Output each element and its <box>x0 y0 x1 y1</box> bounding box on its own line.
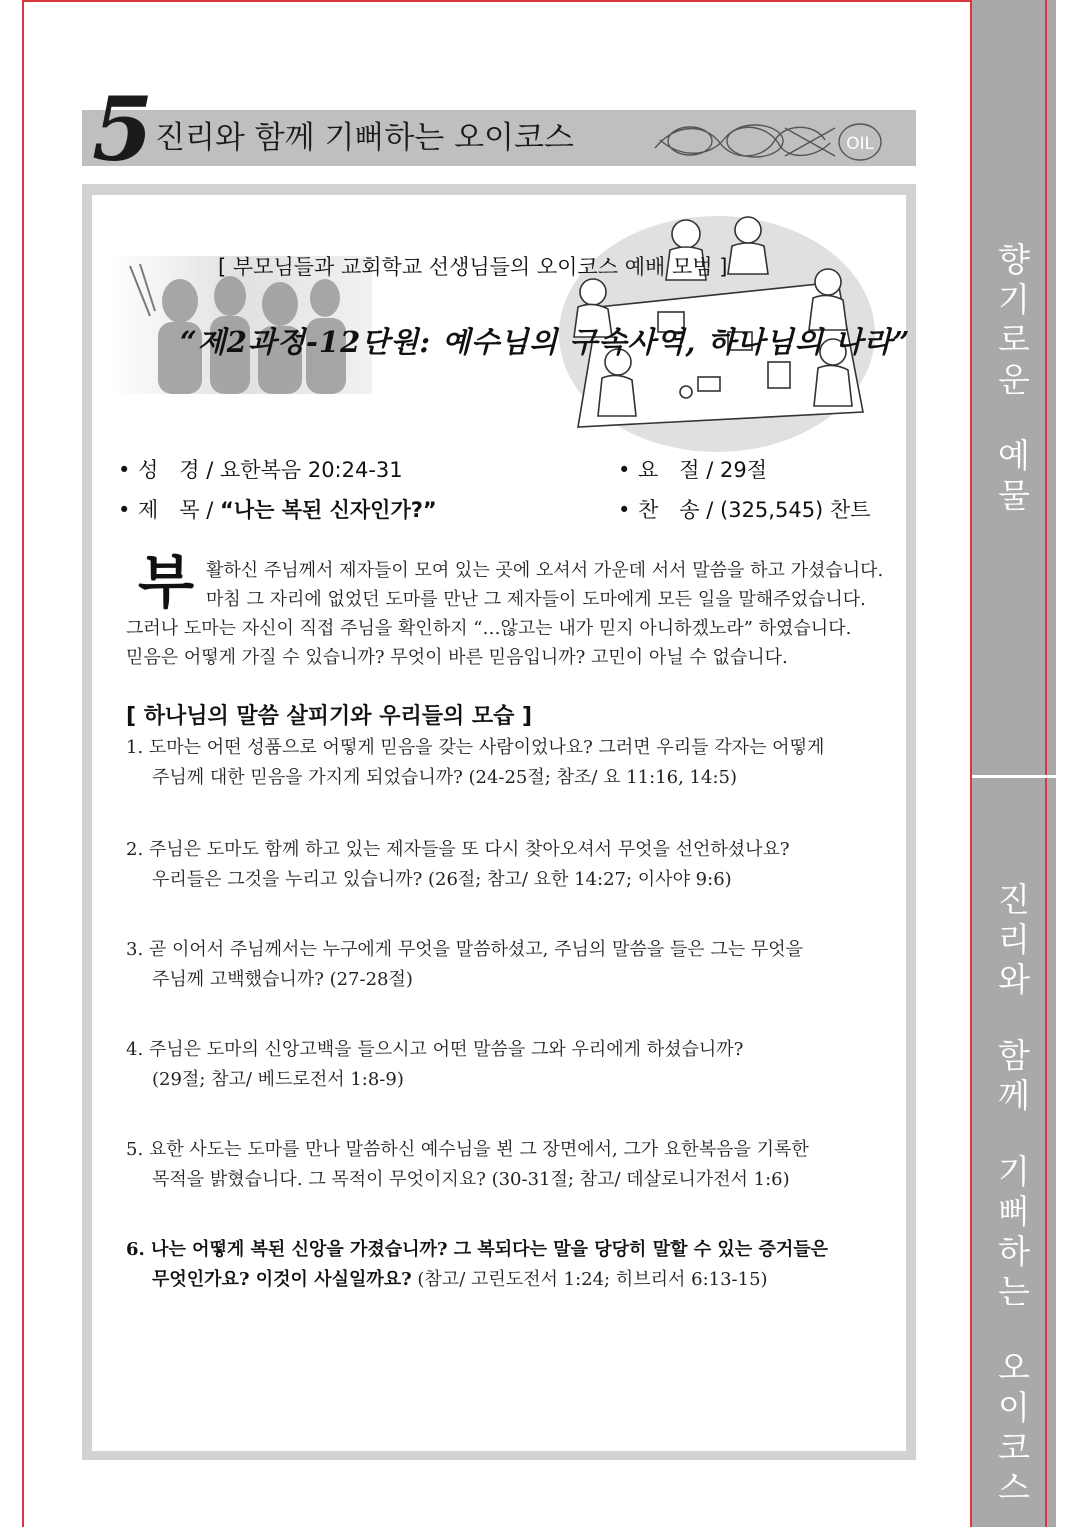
question-line <box>126 1265 886 1295</box>
sidebar-divider <box>972 775 1056 778</box>
bullet-icon: • <box>118 458 131 482</box>
unit-title: “제2과정-12단원: 예수님의 구속사역, 하나님의 나라” <box>180 325 911 359</box>
question-1 <box>126 733 886 793</box>
intro-line: 마침 그 자리에 없었던 도마를 만난 그 제자들이 도마에게 모든 일을 말해주었습니다. <box>206 589 866 610</box>
hymn-label: 찬 송 / <box>638 498 714 522</box>
chapter-number: 5 <box>92 77 150 181</box>
bullet-icon: • <box>618 498 631 522</box>
page-border-left <box>22 0 24 1527</box>
question-line: 4. 주님은 도마의 신앙고백을 들으시고 어떤 말씀을 그와 우리에게 하셨습니까? <box>126 1039 744 1060</box>
bullet-icon: • <box>118 498 131 522</box>
intro-line: 활하신 주님께서 제자들이 모여 있는 곳에 오셔서 가운데 서서 말씀을 하고 가셨습니다. <box>206 560 884 581</box>
question-3 <box>126 935 886 995</box>
page-border-top <box>22 0 972 2</box>
key-verse-label: 요 절 / <box>638 458 714 482</box>
question-line: (29절; 참고/ 베드로전서 1:8-9) <box>152 1069 404 1090</box>
scripture-label: 성 경 / <box>138 458 214 482</box>
drop-cap: 부 <box>138 548 195 616</box>
sidebar-label-top: 향 기 로 운 예 물 <box>998 240 1030 515</box>
intro-paragraph <box>126 556 884 672</box>
bullet-icon: • <box>618 458 631 482</box>
question-line: 목적을 밝혔습니다. 그 목적이 무엇이지요? (30-31절; 참고/ 데살로니가전서 1:6) <box>152 1169 790 1190</box>
section-heading: [ 하나님의 말씀 살피기와 우리들의 모습 ] <box>126 704 533 729</box>
question-line: 주님께 대한 믿음을 가지게 되었습니까? (24-25절; 참조/ 요 11:16, 14:5) <box>152 767 737 788</box>
hymn-info <box>618 495 871 525</box>
question-line: 우리들은 그것을 누리고 있습니까? (26절; 참고/ 요한 14:27; 이사야 9:6) <box>152 869 732 890</box>
scripture-info <box>118 455 403 485</box>
intro-line: 믿음은 어떻게 가질 수 있습니까? 무엇이 바른 믿음입니까? 고민이 아닐 수 없습니다. <box>126 647 788 668</box>
intro-line: 그러나 도마는 자신이 직접 주님을 확인하지 “…않고는 내가 믿지 아니하겠노라” 하였습니다. <box>126 618 852 639</box>
question-line: 6. 나는 어떻게 복된 신앙을 가졌습니까? 그 복되다는 말을 당당히 말할 수 있는 증거들은 <box>126 1239 828 1260</box>
topic-label: 제 목 / <box>138 498 214 522</box>
ornament-badge-text: OIL <box>846 134 874 154</box>
scripture-value: 요한복음 20:24-31 <box>220 458 403 482</box>
question-6 <box>126 1235 886 1295</box>
key-verse-info <box>618 455 767 485</box>
key-verse-value: 29절 <box>720 458 768 482</box>
worship-subtitle: [ 부모님들과 교회학교 선생님들의 오이코스 예배 모범 ] <box>218 255 728 279</box>
sidebar-label-bottom: 진 리 와 함 께 기 뻐 하 는 오 이 코 스 <box>998 880 1030 1507</box>
question-line: 5. 요한 사도는 도마를 만나 말씀하신 예수님을 뵌 그 장면에서, 그가 요한복음을 기록한 <box>126 1139 809 1160</box>
question-emphasis: 무엇인가요? 이것이 사실일까요? <box>152 1269 412 1290</box>
topic-info <box>118 495 437 525</box>
question-reference: (참고/ 고린도전서 1:24; 히브리서 6:13-15) <box>411 1269 768 1290</box>
question-line: 2. 주님은 도마도 함께 하고 있는 제자들을 또 다시 찾아오셔서 무엇을 선언하셨나요? <box>126 839 790 860</box>
ornament-icon <box>645 118 885 164</box>
chapter-title: 진리와 함께 기뻐하는 오이코스 <box>155 120 574 156</box>
question-5 <box>126 1135 886 1195</box>
question-line: 1. 도마는 어떤 성품으로 어떻게 믿음을 갖는 사람이었나요? 그러면 우리들 각자는 어떻게 <box>126 737 825 758</box>
hymn-value: (325,545) 찬트 <box>720 498 871 522</box>
question-2 <box>126 835 886 895</box>
question-4 <box>126 1035 886 1095</box>
topic-value: “나는 복된 신자인가?” <box>220 498 437 522</box>
question-line: 3. 곧 이어서 주님께서는 누구에게 무엇을 말씀하셨고, 주님의 말씀을 들은 그는 무엇을 <box>126 939 804 960</box>
question-line: 주님께 고백했습니까? (27-28절) <box>152 969 413 990</box>
